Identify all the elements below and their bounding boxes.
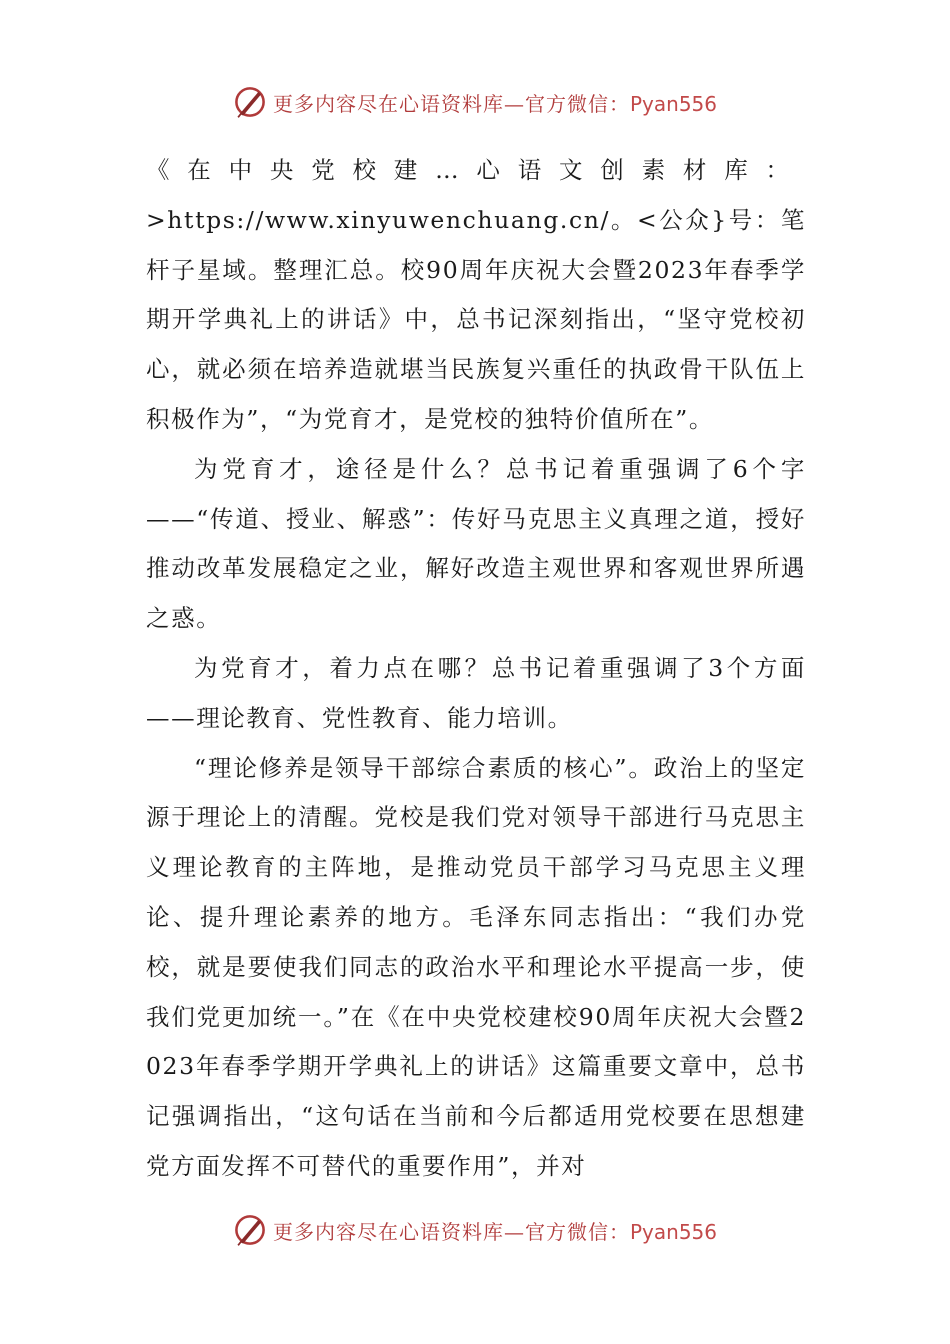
footer-text <box>273 1216 717 1245</box>
header-wechat-id: Pyan556 <box>629 91 717 116</box>
footer-right-text: 官方微信： <box>524 1219 630 1244</box>
paragraph-2: 为党育才，途径是什么？总书记着重强调了6个字——“传道、授业、解惑”：传好马克思主义真理之道，授好推动改革发展稳定之业，解好改造主观世界和客观世界所遇之惑。 <box>146 454 806 633</box>
paragraph-1-spread: 《在中央党校建…心语文创素材库： <box>146 156 806 184</box>
paragraph-1 <box>146 146 806 445</box>
footer-left-text: 更多内容尽在心语资料库 <box>272 1219 504 1244</box>
quill-logo-icon <box>233 85 267 119</box>
footer-banner <box>0 1210 950 1250</box>
paragraph-4: “理论修养是领导干部综合素质的核心”。政治上的坚定源于理论上的清醒。党校是我们党对领导干部进行马克思主义理论教育的主阵地，是推动党员干部学习马克思主义理论、提升理论素养的地方。毛泽东同志指出：“我们办党校，就是要使我们同志的政治水平和理论水平提高一步，使我们党更加统一。”在《在中央党校建校90周年庆祝大会暨2023年春季学期开学典礼上的讲话》这篇重要文章中，总书记强调指出，“这句话在当前和今后都适用党校要在思想建党方面发挥不可替代的重要作用”，并对 <box>146 753 806 1180</box>
header-left-text: 更多内容尽在心语资料库 <box>272 91 504 116</box>
header-banner <box>0 82 950 122</box>
document-body <box>146 146 806 1192</box>
footer-dash: — <box>503 1219 525 1244</box>
paragraph-1-rest: >https://www.xinyuwenchuang.cn/。<公众}号：笔杆子星域。整理汇总。校90周年庆祝大会暨2023年春季学期开学典礼上的讲话》中，总书记深刻指出，“坚守党校初心，就必须在培养造就堪当民族复兴重任的执政骨干队伍上积极作为”，“为党育才，是党校的独特价值所在”。 <box>146 205 806 433</box>
header-right-text: 官方微信： <box>524 91 630 116</box>
header-text <box>273 88 717 117</box>
quill-logo-icon <box>233 1213 267 1247</box>
paragraph-3: 为党育才，着力点在哪？总书记着重强调了3个方面——理论教育、党性教育、能力培训。 <box>146 653 806 732</box>
footer-wechat-id: Pyan556 <box>629 1219 717 1244</box>
header-dash: — <box>503 91 525 116</box>
